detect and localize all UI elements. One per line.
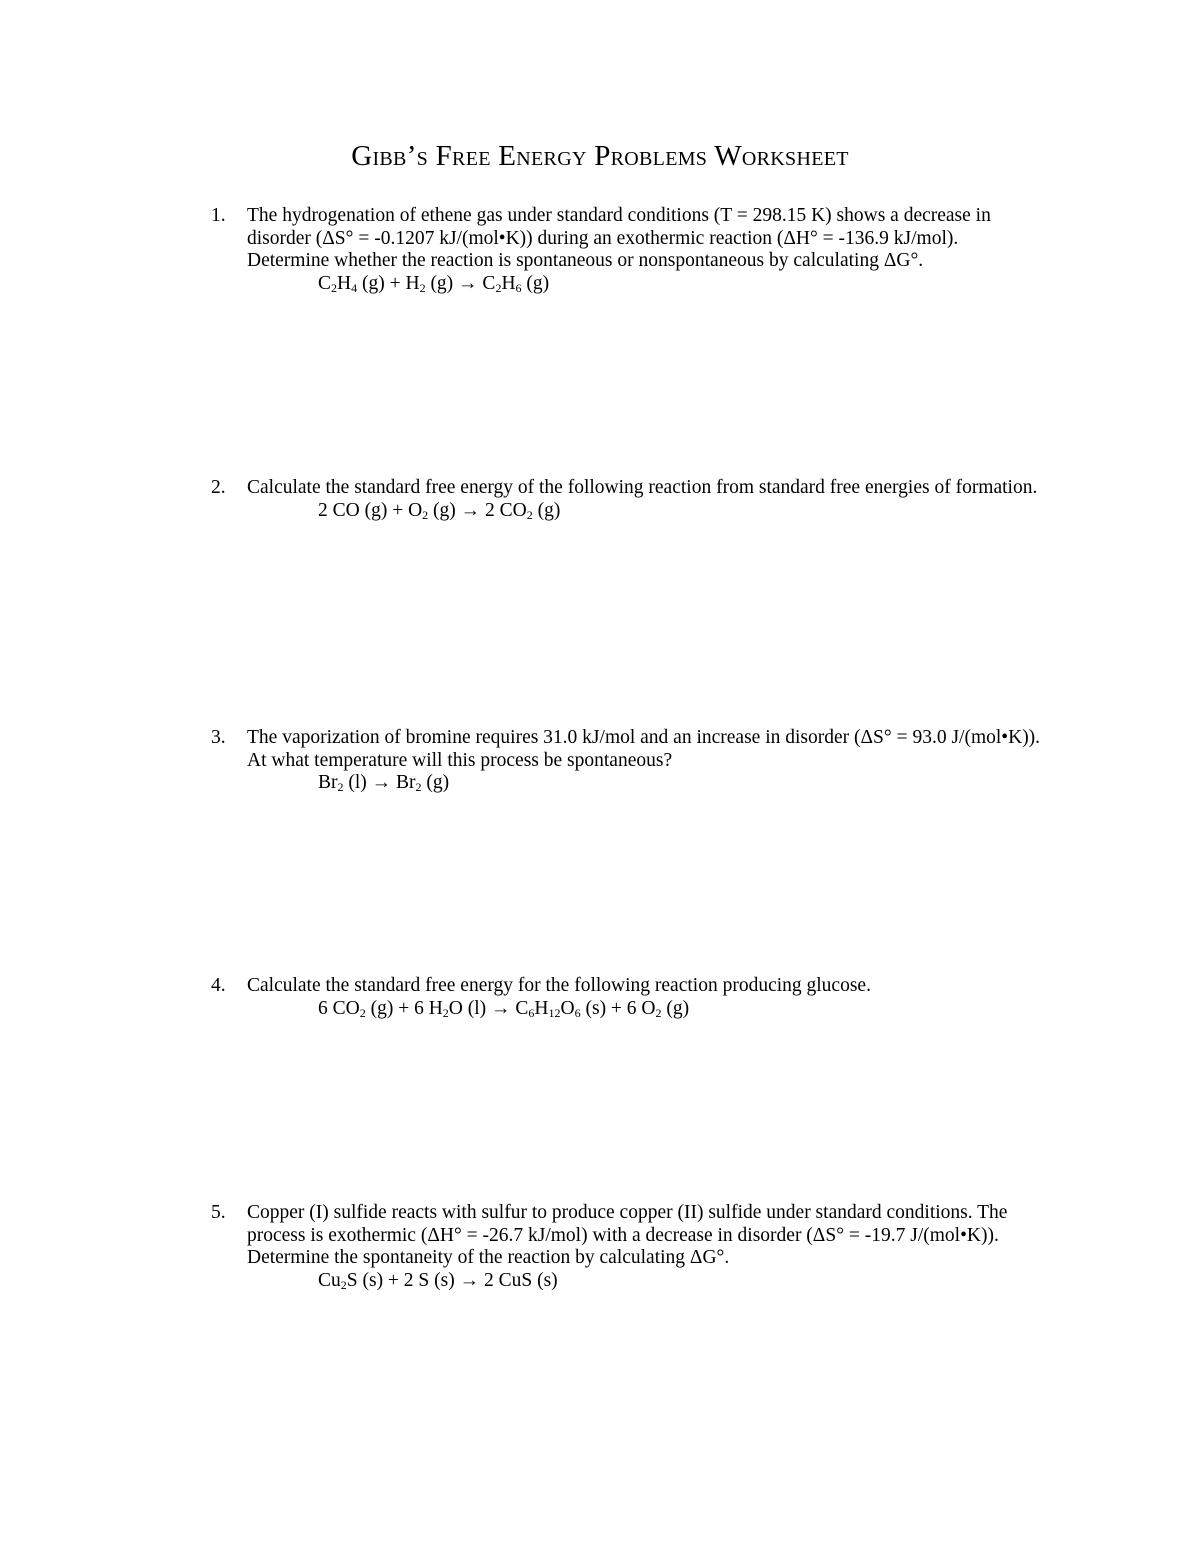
problem-number: 4. [211,975,226,996]
chemical-equation: $Cu_2S$ (s) + 2 S (s) → 2 CuS (s) [318,1270,558,1293]
worksheet-title: Gibb’s Free Energy Problems Worksheet [351,140,849,172]
problem-2 [211,477,1041,522]
subscript: 6 [515,281,522,296]
subscript: 2 [442,1005,449,1020]
subscript: 2 [422,507,429,522]
problem-number: 5. [211,1202,226,1223]
chemical-equation: 2 CO $(g) + O_2$ (g) → 2 $CO_2$ (g) [318,499,561,522]
subscript: 2 [340,1278,347,1293]
problem-text: Calculate the standard free energy of the following reaction from standard free energies of formation. [247,477,1038,498]
problem-text: Copper (I) sulfide reacts with sulfur to produce copper (II) sulfide under standard conditions. The process is exothermic (ΔH° = -26.7 kJ/mol) with a decrease in disorder (ΔS° = -19.7 J/(mol•K)). Determine the spontaneity of the reaction by calculating ΔG°. [247,1202,1008,1269]
subscript: 2 [526,507,533,522]
problem-1 [211,205,1041,296]
problem-text: The vaporization of bromine requires 31.0 kJ/mol and an increase in disorder (ΔS° = 93.0 J/(mol•K)). At what temperature will this process be spontaneous? [247,727,1041,771]
subscript: 6 [574,1005,581,1020]
problem-3 [211,727,1041,795]
problem-5 [211,1202,1041,1293]
chemical-equation: $Br_2$ $(l) \to Br_2$ (g) [318,772,450,795]
problem-number: 2. [211,477,226,498]
subscript: 4 [351,281,358,296]
subscript: 2 [419,281,426,296]
subscript: 2 [359,1005,366,1020]
problem-text: The hydrogenation of ethene gas under standard conditions (T = 298.15 K) shows a decrease in disorder (ΔS° = -0.1207 kJ/(mol•K)) during an exothermic reaction (ΔH° = -136.9 kJ/mol). Determine whether the reaction is spontaneous or nonspontaneous by calculating ΔG°. [247,205,991,272]
chemical-equation: $C_2H_4$ $(g) + H_2$ $(g) \to C_2H_6$ (g) [318,273,550,296]
subscript: 2 [495,281,502,296]
problem-number: 1. [211,205,226,226]
problem-number: 3. [211,727,226,748]
subscript: 6 [528,1005,535,1020]
subscript: 12 [548,1005,561,1020]
subscript: 2 [415,780,422,795]
problem-4 [211,975,1041,1020]
subscript: 2 [655,1005,662,1020]
subscript: 2 [337,780,344,795]
subscript: 2 [331,281,338,296]
problem-text: Calculate the standard free energy for the following reaction producing glucose. [247,975,871,996]
chemical-equation: 6 $CO_2$ (g) + 6 $H_2O$ $(l) \to C_6H_{12}O_6$ (s) + 6 $O_2$ (g) [318,997,690,1020]
